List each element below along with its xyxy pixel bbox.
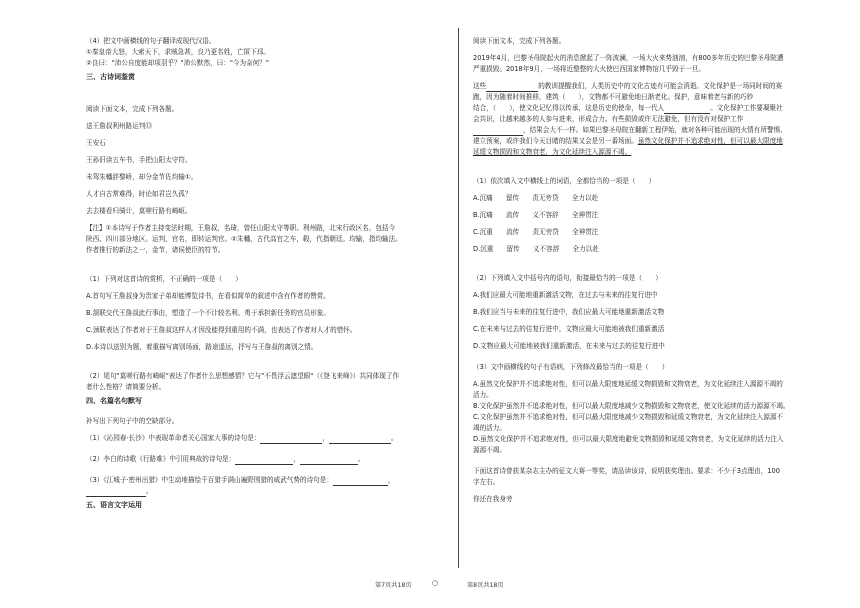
answer-blank[interactable] [86, 496, 146, 497]
left-column [86, 36, 442, 514]
question-1-option-a: A.首句写王詹叔身为贵家子弟却能博览诗书，在看似简单的叙述中含有作者的赞赏。 [86, 292, 330, 300]
question-1-stem: （1）依次填入文中横线上的词语，全都恰当的一项是（ ） [473, 177, 656, 185]
question-3-option-b: B.文化保护虽然并不追求绝对性，但可以最大限度地减少文物损毁和文物衰老，使文化延续的活力源源不竭。 [473, 402, 790, 410]
question-4-intro: （4）把文中画横线的句子翻译成现代汉语。 [86, 37, 216, 45]
answer-blank[interactable] [333, 485, 388, 486]
question-2-stem-line-1: （2）尾句"莫嗟行路有崎岖"表达了作者什么思想感情？它与"不畏浮云遮望眼"（《登飞来峰》）共同体现了作 [86, 372, 400, 380]
question-1-option-b: B.颔联交代王詹叔此行事由，塑造了一个不计较名利、勇于承担新任务的官员形象。 [86, 309, 330, 317]
fill-item-3 [86, 475, 442, 486]
question-3-option-d-line-1: D.虽然文化保护并不追求绝对性，但可以最大限度地避免文物损毁和延缓文物衰老，为文化延续的活力注入 [473, 435, 784, 443]
underlined-sentence: 延缓文物损毁和文物衰老，为文化延续注入源源不竭。 [473, 148, 632, 156]
question-1-option-b: B.沉痛 流传 义不容辞 全神贯注 [473, 211, 599, 219]
poem-line-4: 去去楼看归骑计，莫嗟行路有崎岖。 [86, 207, 192, 215]
poem-note-line-2: 陕西、四川部分地区。运判，官名，即转运判官。②朱轓，古代高官之车，毂，代指朝廷。均输，指均输法。 [86, 235, 402, 243]
question-2-option-d: D.文物应最大可能地被我们重新激活，在未来与过去的往复行进中 [473, 342, 665, 350]
page-number-left: 第7页共18页 [375, 582, 412, 589]
question-3-option-a-line-2: 活力。 [473, 391, 493, 399]
question-2-option-c: C.在未来与过去的往复行进中，文物应最大可能地被我们重新激活 [473, 325, 665, 333]
question-4-sentence-2: ②良曰："沛公自度能却项羽乎？"沛公默然，曰："今为奈何？" [86, 59, 269, 67]
fill-item-1-text: （1）《沁园春·长沙》中表现革命者关心国家大事的诗句是： [86, 434, 261, 442]
passage-para-2-line-1 [473, 81, 825, 92]
answer-blank[interactable] [300, 464, 358, 465]
page-number-right: 第8页共18页 [467, 582, 504, 589]
text-fragment: 的教训提醒我们，人类历史中的文化古迹有可能会消逝。文化保护是一场同时间的赛 [538, 82, 783, 90]
question-2-option-b: B.我们应当与未来的往复行进中，我们应最大可能地重新激活文物 [473, 308, 665, 316]
poem-title: 送王詹叔利州路运判⑬ [86, 122, 152, 130]
text-fragment: 这些 [473, 82, 487, 90]
answer-blank[interactable] [329, 443, 391, 444]
passage-para-2-line-7 [473, 147, 825, 158]
poem-instruction: 阅读下面文本，完成下列各题。 [86, 105, 179, 113]
poem-line-3: 人才自古常难得，时论如君岂久孤？ [86, 190, 192, 198]
question-3-option-c-line-2: 竭的活力。 [473, 424, 506, 432]
right-column [473, 36, 825, 505]
comma: ， [293, 455, 300, 463]
fill-item-1 [86, 433, 442, 444]
poem-author: 王安石 [86, 139, 106, 147]
section-3-heading: 三、古诗词鉴赏 [86, 73, 135, 81]
binding-circle-icon: ○ [432, 579, 439, 587]
question-1-option-d: D.沉重 留传 义不容辞 全力以赴 [473, 245, 599, 253]
question-2-stem-line-2: 者什么性格？请简要分析。 [86, 383, 166, 391]
question-1-option-c: C.颈联表达了作者对于王詹叔这样人才因没能得到重用的不满，也表达了作者对人才的惜怀。 [86, 326, 357, 334]
underlined-sentence: 虽然文化保护并不追求绝对性，但可以最大限度地 [637, 137, 783, 145]
poem-note-line-3: 作者推行的新法之一，金节，诸侯使臣的符节。 [86, 246, 225, 254]
answer-blank[interactable] [235, 464, 293, 465]
reading-instruction: 阅读下面文本，完成下列各题。 [473, 37, 566, 45]
text-fragment: 会共识，让越来越多的人参与进来，形成合力。有些损毁或许无法避免，但有没有对保护工作 [473, 115, 744, 123]
question-1-option-c: C.沉重 流传 责无旁贷 全神贯注 [473, 228, 599, 236]
poem-line-2: 未驾朱轓辞黎峤，却分金节佐均输①。 [86, 173, 198, 181]
question-1-stem: （1）下列对这首诗的赏析，不正确的一项是（ ） [86, 275, 242, 283]
period: 。 [146, 487, 153, 495]
question-4-sentence-1: ①秦皇帝大怒，大索天下，求贼急甚，良乃更名姓，亡匿下邳。 [86, 48, 270, 56]
period: 。 [391, 434, 398, 442]
question-2-option-a: A.我们应最大可能地重新激活文物，在过去与未来的往复行进中 [473, 291, 658, 299]
column-divider [458, 28, 459, 568]
passage-para-1-line-2: 严重损毁。2018年9月，一场将近整整的大火使巴西国家博物馆几乎毁于一旦。 [473, 65, 705, 73]
passage-para-2-line-4 [473, 114, 825, 125]
fill-item-3-text: （3）《江城子·密州出猎》中生动地描绘千百猎手满山遍野围猎的威武气势的诗句是： [86, 476, 333, 484]
poem-first-line: 你还在我身旁 [473, 495, 513, 503]
period: 。 [357, 455, 365, 463]
passage-para-2-line-6 [473, 136, 825, 147]
writing-prompt-line-1: 下面这首诗曾获某杂志主办的征文大赛一等奖，请品读该诗，说明获奖理由。要求：不少于3点理由，100 [473, 467, 780, 475]
comma: ， [387, 476, 395, 484]
question-1-option-d: D.本诗以送别为题，着重描写离别场面，路途遥远，抒写与王詹叔的离别之情。 [86, 343, 318, 351]
passage-para-2-line-3 [473, 103, 825, 114]
question-3-option-a-line-1: A.虽然文化保护并不追求绝对性，但可以最大限度地延缓文物损毁和文物衰老，为文化延续注入源源不竭的 [473, 380, 783, 388]
fill-item-2-text: （2）李白的诗歌《行路难》中引用典故的诗句是： [86, 455, 236, 463]
question-3-option-c-line-1: C.文化保护虽然并不追求绝对性，但可以最大限度地减少文物损毁和延缓文物衰老，为文化延续注入源源不 [473, 413, 784, 421]
passage-para-2-line-5 [473, 125, 825, 136]
section-5-heading: 五、语言文字运用 [86, 501, 142, 509]
poem-line-1: 王孙旧读五车书，手把山阳太守符。 [86, 156, 192, 164]
section-4-heading: 四、名篇名句默写 [86, 397, 142, 405]
question-3-option-d-line-2: 源源不竭。 [473, 446, 506, 454]
passage-para-2-line-2: 跑，因为随着时间推移，建筑（ ），文物都不可避免地日渐老化。保护，意味着老与新的巧妙 [473, 93, 754, 101]
question-3-stem: （3）文中画横线的句子有语病，下列修改最恰当的一项是（ ） [473, 363, 669, 371]
question-1-option-a: A.沉痛 留传 责无旁贷 全力以赴 [473, 194, 599, 202]
question-2-stem: （2）下列填入文中括号内的语句，衔接最恰当的一项是（ ） [473, 274, 662, 282]
passage-para-1-line-1: 2019年4月，巴黎圣母院起火的消息掀起了一阵波澜，一场大火来势汹汹，有800多年历史的巴黎圣母院遭 [473, 54, 784, 62]
fill-item-2 [86, 454, 442, 465]
poem-note-line-1: 【注】①本诗写于作者主持变法时期，王詹叔，名琦，曾任山阳太守等职。利州路，北宋行政区名，包括今 [86, 224, 396, 232]
answer-blank[interactable] [260, 443, 322, 444]
comma: ， [322, 434, 330, 442]
fill-item-3-cont [86, 486, 442, 497]
text-fragment: 建立预案，或许我们今天目睹的结果又会是另一番场面。 [473, 137, 638, 145]
text-fragment: 。文化保护工作要凝聚社 [710, 104, 783, 112]
text-fragment: 结合，（ ），使文化记忆得以传承，这是历史的使命，每一代人 [473, 104, 665, 112]
text-fragment: ，结果会大不一样。如果巴黎圣母院在翻新工程伊始，就对各种可能出现的火情有所警惕、 [523, 126, 787, 134]
writing-prompt-line-2: 字左右。 [473, 478, 500, 486]
fill-instruction: 补写出下列句子中的空缺部分。 [86, 417, 179, 425]
